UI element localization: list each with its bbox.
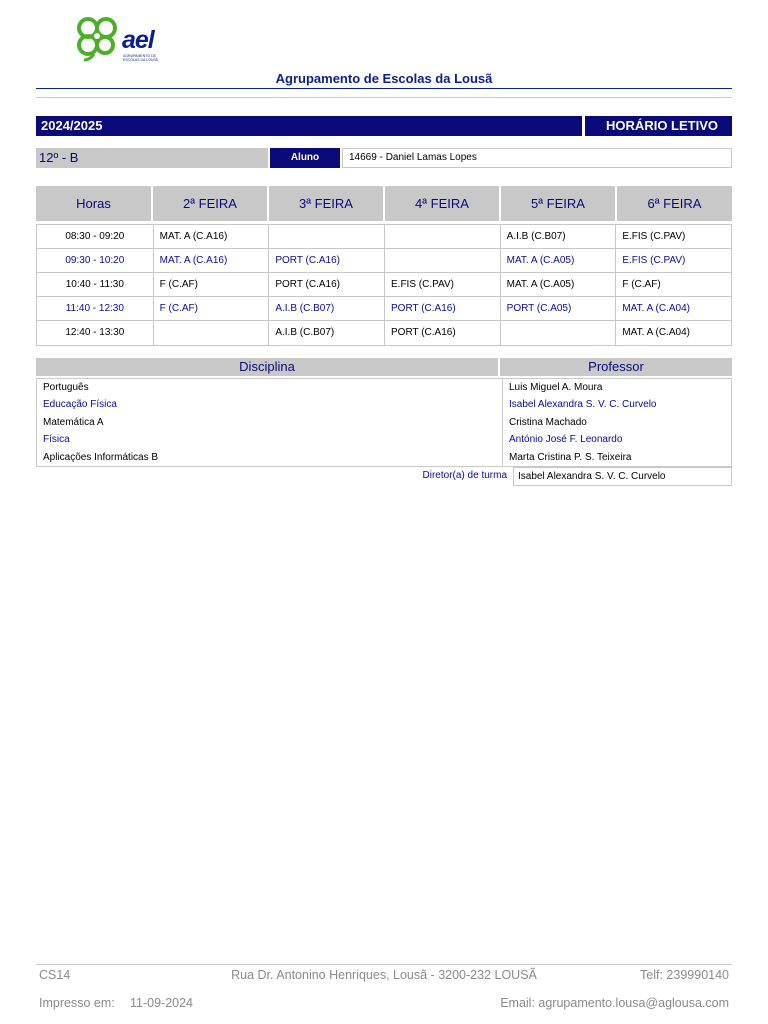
header-divider-light bbox=[36, 97, 732, 98]
class-cell: PORT (C.A16) bbox=[269, 273, 385, 296]
table-row bbox=[37, 297, 731, 321]
subject-cell: Matemática A bbox=[37, 414, 503, 431]
class-cell bbox=[269, 225, 385, 248]
teacher-cell: Cristina Machado bbox=[509, 416, 587, 428]
footer-phone: Telf: 239990140 bbox=[640, 968, 729, 982]
subject-cell: Física bbox=[37, 431, 503, 448]
student-label: Aluno bbox=[270, 148, 340, 168]
table-row bbox=[37, 414, 731, 431]
time-cell: 09:30 - 10:20 bbox=[37, 249, 154, 272]
table-row bbox=[37, 379, 731, 396]
school-logo bbox=[72, 14, 172, 64]
subjects-header bbox=[36, 358, 732, 376]
class-cell: A.I.B (C.B07) bbox=[269, 297, 385, 320]
class-cell: MAT. A (C.A16) bbox=[154, 249, 270, 272]
class-cell: F (C.AF) bbox=[154, 297, 270, 320]
column-header-wednesday: 4ª FEIRA bbox=[385, 186, 501, 221]
teacher-cell: Isabel Alexandra S. V. C. Curvelo bbox=[509, 399, 657, 411]
school-name: Agrupamento de Escolas da Lousã bbox=[275, 71, 493, 86]
time-cell: 12:40 - 13:30 bbox=[37, 321, 154, 345]
class-cell bbox=[385, 249, 501, 272]
footer-email: Email: agrupamento.lousa@aglousa.com bbox=[500, 996, 729, 1010]
class-cell: F (C.AF) bbox=[622, 279, 661, 290]
table-row bbox=[37, 321, 731, 345]
subject-cell: Aplicações Informáticas B bbox=[37, 449, 503, 466]
clover-logo-icon bbox=[72, 14, 124, 62]
teacher-cell: António José F. Leonardo bbox=[509, 434, 623, 446]
class-cell: PORT (C.A05) bbox=[501, 297, 617, 320]
table-row bbox=[37, 431, 731, 448]
schedule-header bbox=[36, 186, 732, 221]
time-cell: 11:40 - 12:30 bbox=[37, 297, 154, 320]
class-director-label: Diretor(a) de turma bbox=[422, 470, 507, 481]
class-cell: MAT. A (C.A04) bbox=[622, 303, 690, 314]
subject-cell: Educação Física bbox=[37, 396, 503, 413]
class-cell: PORT (C.A16) bbox=[385, 297, 501, 320]
class-cell: PORT (C.A16) bbox=[269, 249, 385, 272]
class-cell: MAT. A (C.A16) bbox=[154, 225, 270, 248]
table-row bbox=[37, 249, 731, 273]
student-value: 14669 - Daniel Lamas Lopes bbox=[342, 148, 732, 168]
table-row bbox=[37, 273, 731, 297]
header-divider bbox=[36, 88, 732, 89]
class-cell: PORT (C.A16) bbox=[385, 321, 501, 345]
class-cell: A.I.B (C.B07) bbox=[269, 321, 385, 345]
column-header-teacher: Professor bbox=[500, 358, 732, 376]
column-header-subject: Disciplina bbox=[36, 358, 500, 376]
class-cell: A.I.B (C.B07) bbox=[501, 225, 617, 248]
subject-cell: Português bbox=[37, 379, 503, 396]
class-cell bbox=[385, 225, 501, 248]
class-cell: MAT. A (C.A04) bbox=[622, 327, 690, 338]
footer-printed-label: Impresso em: bbox=[39, 996, 115, 1010]
class-cell bbox=[501, 321, 617, 345]
time-cell: 08:30 - 09:20 bbox=[37, 225, 154, 248]
class-director-value: Isabel Alexandra S. V. C. Curvelo bbox=[513, 467, 732, 486]
column-header-tuesday: 3ª FEIRA bbox=[269, 186, 385, 221]
subjects-table bbox=[36, 378, 732, 467]
footer-divider bbox=[36, 964, 732, 965]
column-header-monday: 2ª FEIRA bbox=[153, 186, 269, 221]
class-cell: E.FIS (C.PAV) bbox=[622, 255, 686, 266]
footer-code: CS14 bbox=[39, 968, 71, 982]
class-cell: E.FIS (C.PAV) bbox=[385, 273, 501, 296]
footer-address: Rua Dr. Antonino Henriques, Lousã - 3200-232 LOUSÃ bbox=[231, 968, 537, 982]
class-cell: F (C.AF) bbox=[154, 273, 270, 296]
class-cell: MAT. A (C.A05) bbox=[501, 273, 617, 296]
schedule-table bbox=[36, 224, 732, 346]
column-header-hours: Horas bbox=[36, 186, 153, 221]
footer-printed-date: 11-09-2024 bbox=[130, 996, 194, 1010]
logo-subtext: AGRUPAMENTO DE ESCOLAS DA LOUSÃ bbox=[123, 54, 159, 62]
class-cell: E.FIS (C.PAV) bbox=[622, 231, 686, 242]
class-cell: MAT. A (C.A05) bbox=[501, 249, 617, 272]
table-row bbox=[37, 396, 731, 413]
column-header-thursday: 5ª FEIRA bbox=[501, 186, 617, 221]
teacher-cell: Marta Cristina P. S. Teixeira bbox=[509, 451, 632, 463]
class-label: 12º - B bbox=[36, 148, 268, 168]
class-cell bbox=[154, 321, 270, 345]
time-cell: 10:40 - 11:30 bbox=[37, 273, 154, 296]
column-header-friday: 6ª FEIRA bbox=[617, 186, 732, 221]
teacher-cell: Luis Miguel A. Moura bbox=[509, 382, 603, 393]
document-title: HORÁRIO LETIVO bbox=[585, 116, 732, 136]
logo-text: ael bbox=[122, 26, 154, 54]
school-year: 2024/2025 bbox=[36, 116, 582, 136]
table-row bbox=[37, 225, 731, 249]
table-row bbox=[37, 449, 731, 466]
